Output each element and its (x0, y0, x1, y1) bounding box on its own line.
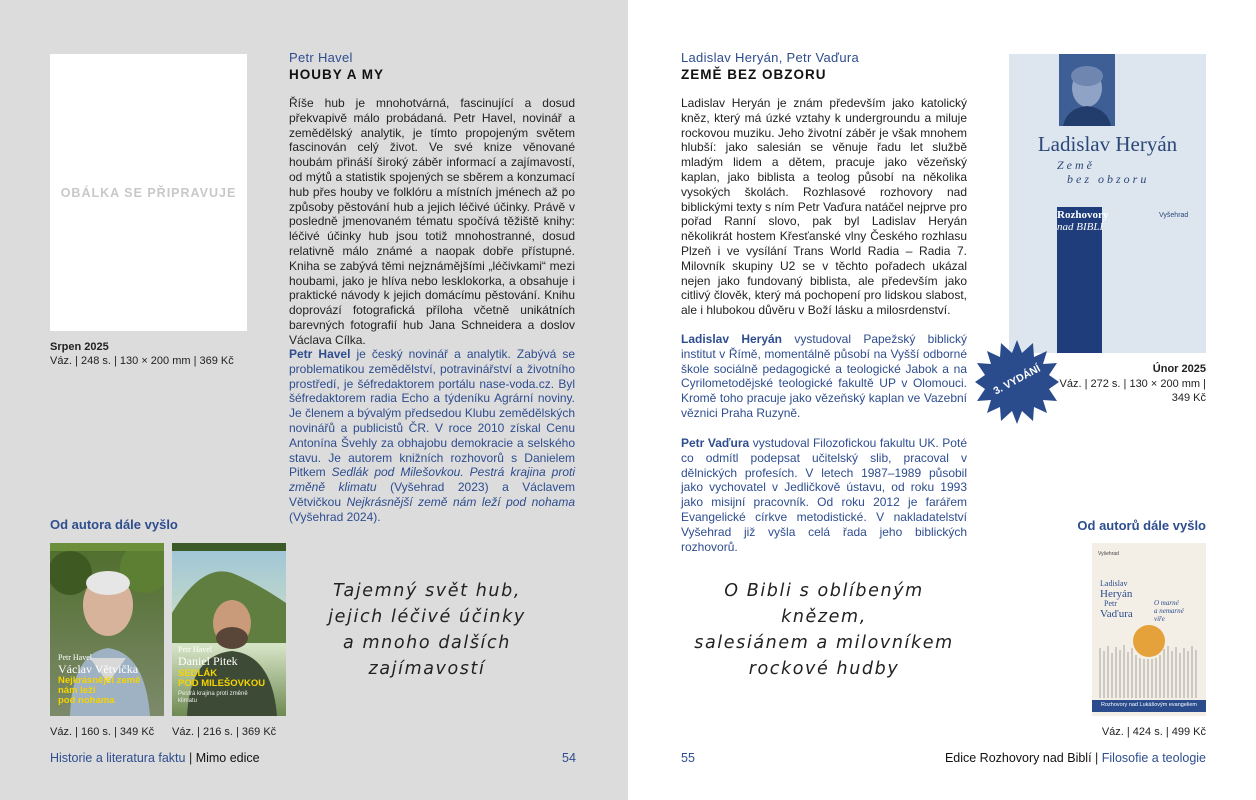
thumb3-authors: Ladislav Heryán Petr Vaďura (1100, 579, 1133, 620)
thumb3-specs: Váz. | 424 s. | 499 Kč (1101, 726, 1206, 738)
thumb1-specs: Váz. | 160 s. | 349 Kč (50, 726, 155, 738)
cover-photo (1059, 54, 1115, 126)
thumb1-author: Petr Havel (58, 653, 92, 662)
author-bio-name: Petr Havel (289, 347, 351, 361)
book-thumbnail-vetvicka[interactable] (50, 543, 164, 716)
right-page (628, 0, 1256, 800)
edition-badge (975, 340, 1059, 424)
book-description: Říše hub je mnohotvárná, fascinující a dosud překvapivě málo probádaná. Petr Havel, novinář a zemědělský analytik, je tímto propojeným světem fascinován celý život. Ve své knize věnované houbám přináší široký záběr informací a zajímavostí, od mýtů a statistik spojených se sběrem a konzumací hub přes houby ve folklóru a místních jménech až po způsoby pěstování hub a jejich léčivé účinky. Právě v posledně jmenovaném tématu spočívá těžiště knihy: léčivé účinky hub jsou totiž mnohostranné, dosud relativně málo známé a naopak dobře přístupné. Kniha se zabývá těmi nejznámějšími „léčivkami“ mezi houbami, jako je hlíva nebo lesklokorka, a obsahuje i praktické návody k jejich domácímu pěstování. Knihu doprovází fotografická příloha včetně unikátních barevných fotografií hub Jana Schneidera a doslov Václava Cílka. (289, 96, 575, 347)
cover-placeholder-label: OBÁLKA SE PŘIPRAVUJE (60, 185, 237, 200)
left-footer: Historie a literatura faktu | Mimo edice (50, 751, 260, 765)
author-bio-heryan: Ladislav Heryán vystudoval Papežský biblický institut v Římě, momentálně působí na Vyšší odborné škole sociálně pedagogické a teologické Jabok a na Cyrilometodějské teologické fakultě UP v Olomouci. Kromě toho pracuje jako vězeňský kaplan ve Vazební věznici Praha Ruzyně. (681, 332, 967, 420)
thumb3-title: O marné a nemarné víře (1154, 599, 1184, 623)
thumb2-specs: Váz. | 216 s. | 369 Kč (172, 726, 277, 738)
book-thumbnail-pitek[interactable] (172, 543, 286, 716)
cover-placeholder (50, 54, 247, 331)
author-photo-image (1059, 54, 1115, 126)
book-description: Ladislav Heryán je znám především jako katolický kněz, který má úzké vztahy k undergroundu a miluje rockovou muziku. Jeho životní záběr je však mnohem hlubší: jako salesián se věnuje řadu let službě mladým lidem a dětem, pracuje jako vězeňský kaplan, jako biblista a teolog působí na několika vysokých školách. Rozhlasové rozhovory nad biblickými texty s ním Petr Vaďura natáčel nejprve pro pořad Ranní slovo, pak byl Ladislav Heryán několikrát hostem Křesťanské vlny Českého rozhlasu Plzeň i ve vysílání Trans World Radia – Radia 7. Milovník skupiny U2 se v těchto pořadech ukázal nejen jako fundovaný biblista, ale především jako citlivý člověk, který má pochopení pro lidskou slabost, ale i hlubokou důvěru v Boží lásku a milosrdenství. (681, 96, 967, 318)
cover-series: Rozhovory nad BIBLÍ (1057, 209, 1109, 233)
book-specs: Váz. | 272 s. | 130 × 200 mm | 349 Kč (1059, 378, 1206, 404)
more-from-author-heading: Od autora dále vyšlo (50, 517, 178, 532)
book-author: Ladislav Heryán, Petr Vaďura (681, 50, 860, 65)
book-author: Petr Havel (289, 50, 353, 65)
book-thumbnail-o-marne-viře[interactable] (1092, 543, 1206, 716)
release-date: Srpen 2025 (50, 341, 109, 353)
author-bio-vadura: Petr Vaďura vystudoval Filozofickou fakultu UK. Poté co odmítl podepsat učitelský slib, pracoval v dělnických profesích. V letech 1987–1989 působil jako vychovatel v Jedličkově ústavu, od roku 1993 jako misijní pracovník. Od roku 2012 je farářem Evangelické církve metodistické. V nakladatelství Vyšehrad již vyšla celá řada jeho biblických rozhovorů. (681, 436, 967, 554)
book-specs: Váz. | 248 s. | 130 × 200 mm | 369 Kč (50, 355, 234, 367)
left-quote: Tajemný svět hub, jejich léčivé účinky a mnoho dalších zajímavostí (328, 581, 526, 679)
cover-author: Ladislav Heryán (1037, 132, 1178, 156)
right-page-number: 55 (681, 751, 695, 765)
thumb1-person: Václav Větvička (58, 662, 139, 676)
edition-badge-label: 3. VYDÁNÍ (991, 362, 1043, 398)
left-page-number: 54 (562, 751, 576, 765)
release-date: Únor 2025 (1152, 363, 1206, 375)
thumb3-publisher: Vyšehrad (1098, 551, 1119, 557)
thumb2-title: SEDLÁK POD MILEŠOVKOU (178, 668, 266, 689)
author-bio: Petr Havel je český novinář a analytik. Zabývá se problematikou zemědělství, potravinářství a životního prostředí, je šéfredaktorem portálu nase-voda.cz. Byl šéfredaktorem radia Echo a týdeníku Agrární noviny. Je členem a bývalým předsedou Klubu zemědělských novinářů a publicistů ČR. V roce 2010 získal Cenu Antonína Švehly za obhajobu demokracie a selského stavu. Je autorem knižních rozhovorů s Danielem Pitkem Sedlák pod Milešovkou. Pestrá krajina proti změně klimatu (Vyšehrad 2023) a Václavem Větvičkou Nejkrásnější země nám leží pod nohama (Vyšehrad 2024). (289, 347, 575, 524)
cover-title: Země bez obzoru (1057, 158, 1150, 186)
thumb2-person: Daniel Pitek (178, 654, 238, 668)
book-title: ZEMĚ BEZ OBZORU (681, 67, 827, 82)
right-quote: O Bibli s oblíbeným knězem, salesiánem a milovníkem rockové hudby (694, 581, 954, 679)
book-title: HOUBY A MY (289, 67, 385, 82)
more-from-authors-heading: Od autorů dále vyšlo (1077, 518, 1206, 533)
sunrise-lines-image (1092, 543, 1206, 716)
thumb1-title: Nejkrásnější země nám leží pod nohama (58, 675, 141, 706)
cover-publisher: Vyšehrad (1159, 212, 1189, 219)
thumb2-subtitle: Pestrá krajina proti změně klimatu (178, 691, 248, 704)
right-footer: Edice Rozhovory nad Biblí | Filosofie a teologie (944, 751, 1206, 765)
thumb2-author: Petr Havel (178, 645, 212, 654)
thumb3-series: Rozhovory nad Lukášovým evangeliem (1101, 702, 1197, 708)
book-cover (1009, 54, 1206, 353)
